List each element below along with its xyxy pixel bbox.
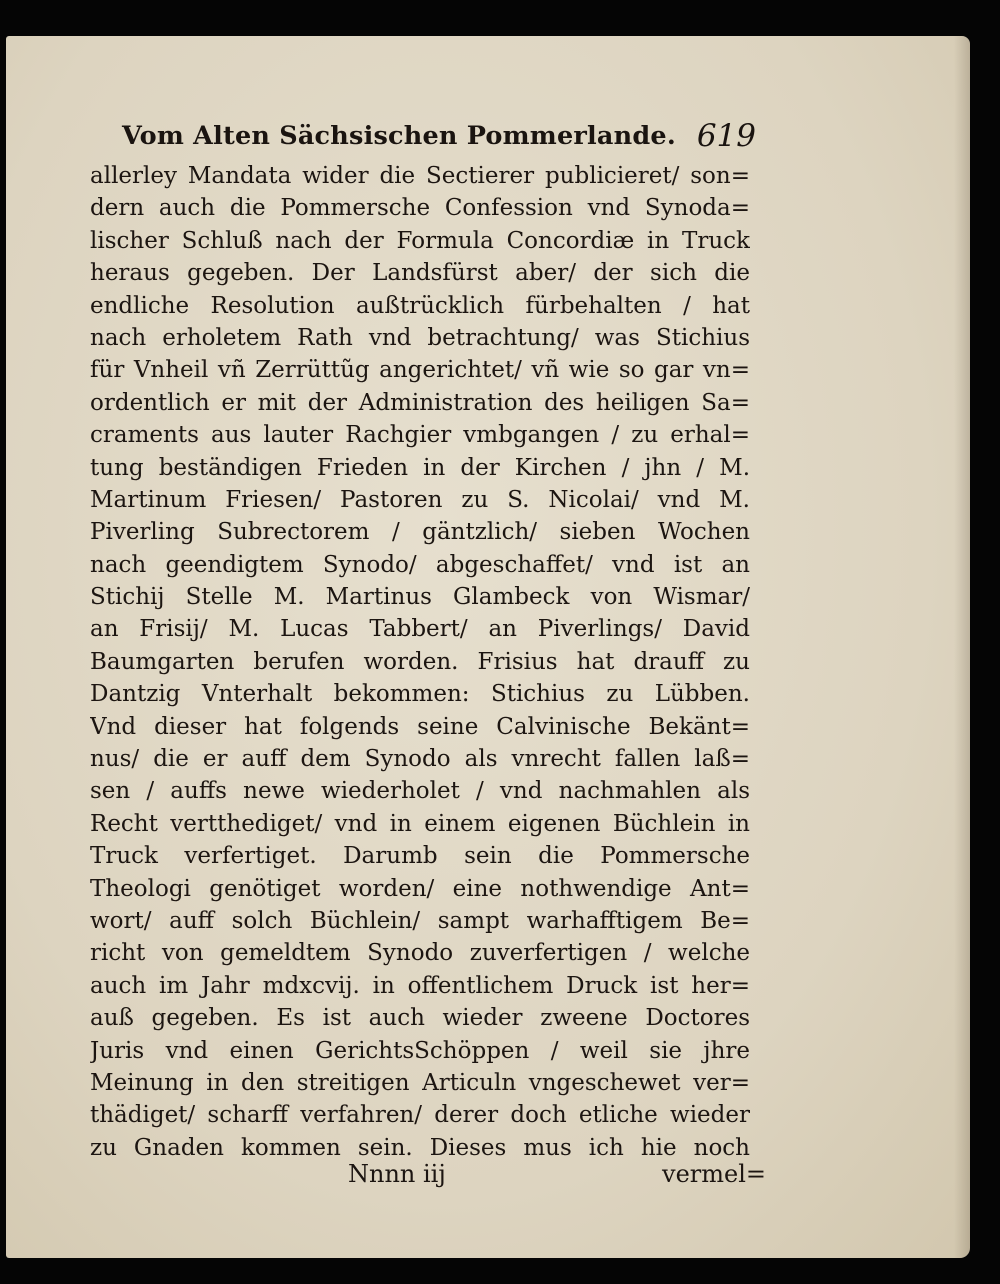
text-line: nus/ die er auff dem Synodo als vnrecht fallen laß= bbox=[90, 746, 750, 773]
text-line: zu Gnaden kommen sein. Dieses mus ich hie noch bbox=[90, 1134, 750, 1161]
text-line: endliche Resolution außtrücklich fürbehalten / hat bbox=[90, 292, 750, 319]
text-line: für Vnheil vñ Zerrüttũg angerichtet/ vñ wie so gar vn= bbox=[90, 357, 750, 384]
page-footer bbox=[6, 1154, 766, 1194]
text-line: nach geendigtem Synodo/ abgeschaffet/ vnd ist an bbox=[90, 551, 750, 578]
text-line: allerley Mandata wider die Sectierer publicieret/ son= bbox=[90, 163, 750, 189]
page-number: 619 bbox=[696, 118, 756, 154]
text-line: richt von gemeldtem Synodo zuverfertigen / welche bbox=[90, 940, 750, 967]
running-title: Vom Alten Sächsischen Pommerlande. bbox=[122, 121, 676, 151]
text-line: sen / auffs newe wiederholet / vnd nachmahlen als bbox=[90, 778, 750, 805]
text-line: auch im Jahr mdxcvij. in offentlichem Druck ist her= bbox=[90, 972, 750, 999]
text-line: Vnd dieser hat folgends seine Calvinische Bekänt= bbox=[90, 713, 750, 740]
text-line: Recht vertthediget/ vnd in einem eigenen Büchlein in bbox=[90, 810, 750, 837]
body-text bbox=[90, 160, 750, 1164]
text-line: nach erholetem Rath vnd betrachtung/ was Stichius bbox=[90, 324, 750, 351]
text-line: tung beständigen Frieden in der Kirchen / jhn / M. bbox=[90, 454, 750, 481]
text-line: Baumgarten berufen worden. Frisius hat drauff zu bbox=[90, 648, 750, 675]
text-line: Theologi genötiget worden/ eine nothwendige Ant= bbox=[90, 875, 750, 902]
signature-mark: Nnnn iij bbox=[348, 1160, 446, 1188]
text-line: lischer Schluß nach der Formula Concordiæ in Truck bbox=[90, 227, 750, 254]
text-line: craments aus lauter Rachgier vmbgangen / zu erhal= bbox=[90, 422, 750, 449]
text-line: wort/ auff solch Büchlein/ sampt warhafftigem Be= bbox=[90, 907, 750, 934]
text-line: Stichij Stelle M. Martinus Glambeck von Wismar/ bbox=[90, 584, 750, 611]
text-line: dern auch die Pommersche Confession vnd Synoda= bbox=[90, 195, 750, 222]
catchword: vermel= bbox=[662, 1160, 766, 1188]
text-line: thädiget/ scharff verfahren/ derer doch etliche wieder bbox=[90, 1102, 750, 1129]
book-page bbox=[6, 36, 970, 1258]
text-line: auß gegeben. Es ist auch wieder zweene Doctores bbox=[90, 1005, 750, 1032]
text-line: heraus gegeben. Der Landsfürst aber/ der sich die bbox=[90, 260, 750, 287]
text-line: Juris vnd einen GerichtsSchöppen / weil sie jhre bbox=[90, 1037, 750, 1064]
text-line: ordentlich er mit der Administration des heiligen Sa= bbox=[90, 389, 750, 416]
running-head bbox=[122, 114, 756, 158]
text-line: Dantzig Vnterhalt bekommen: Stichius zu Lübben. bbox=[90, 681, 750, 708]
text-line: Martinum Friesen/ Pastoren zu S. Nicolai/ vnd M. bbox=[90, 486, 750, 513]
text-line: an Frisij/ M. Lucas Tabbert/ an Piverlings/ David bbox=[90, 616, 750, 643]
text-line: Meinung in den streitigen Articuln vngeschewet ver= bbox=[90, 1069, 750, 1096]
text-line: Truck verfertiget. Darumb sein die Pommersche bbox=[90, 843, 750, 870]
text-line: Piverling Subrectorem / gäntzlich/ sieben Wochen bbox=[90, 519, 750, 546]
